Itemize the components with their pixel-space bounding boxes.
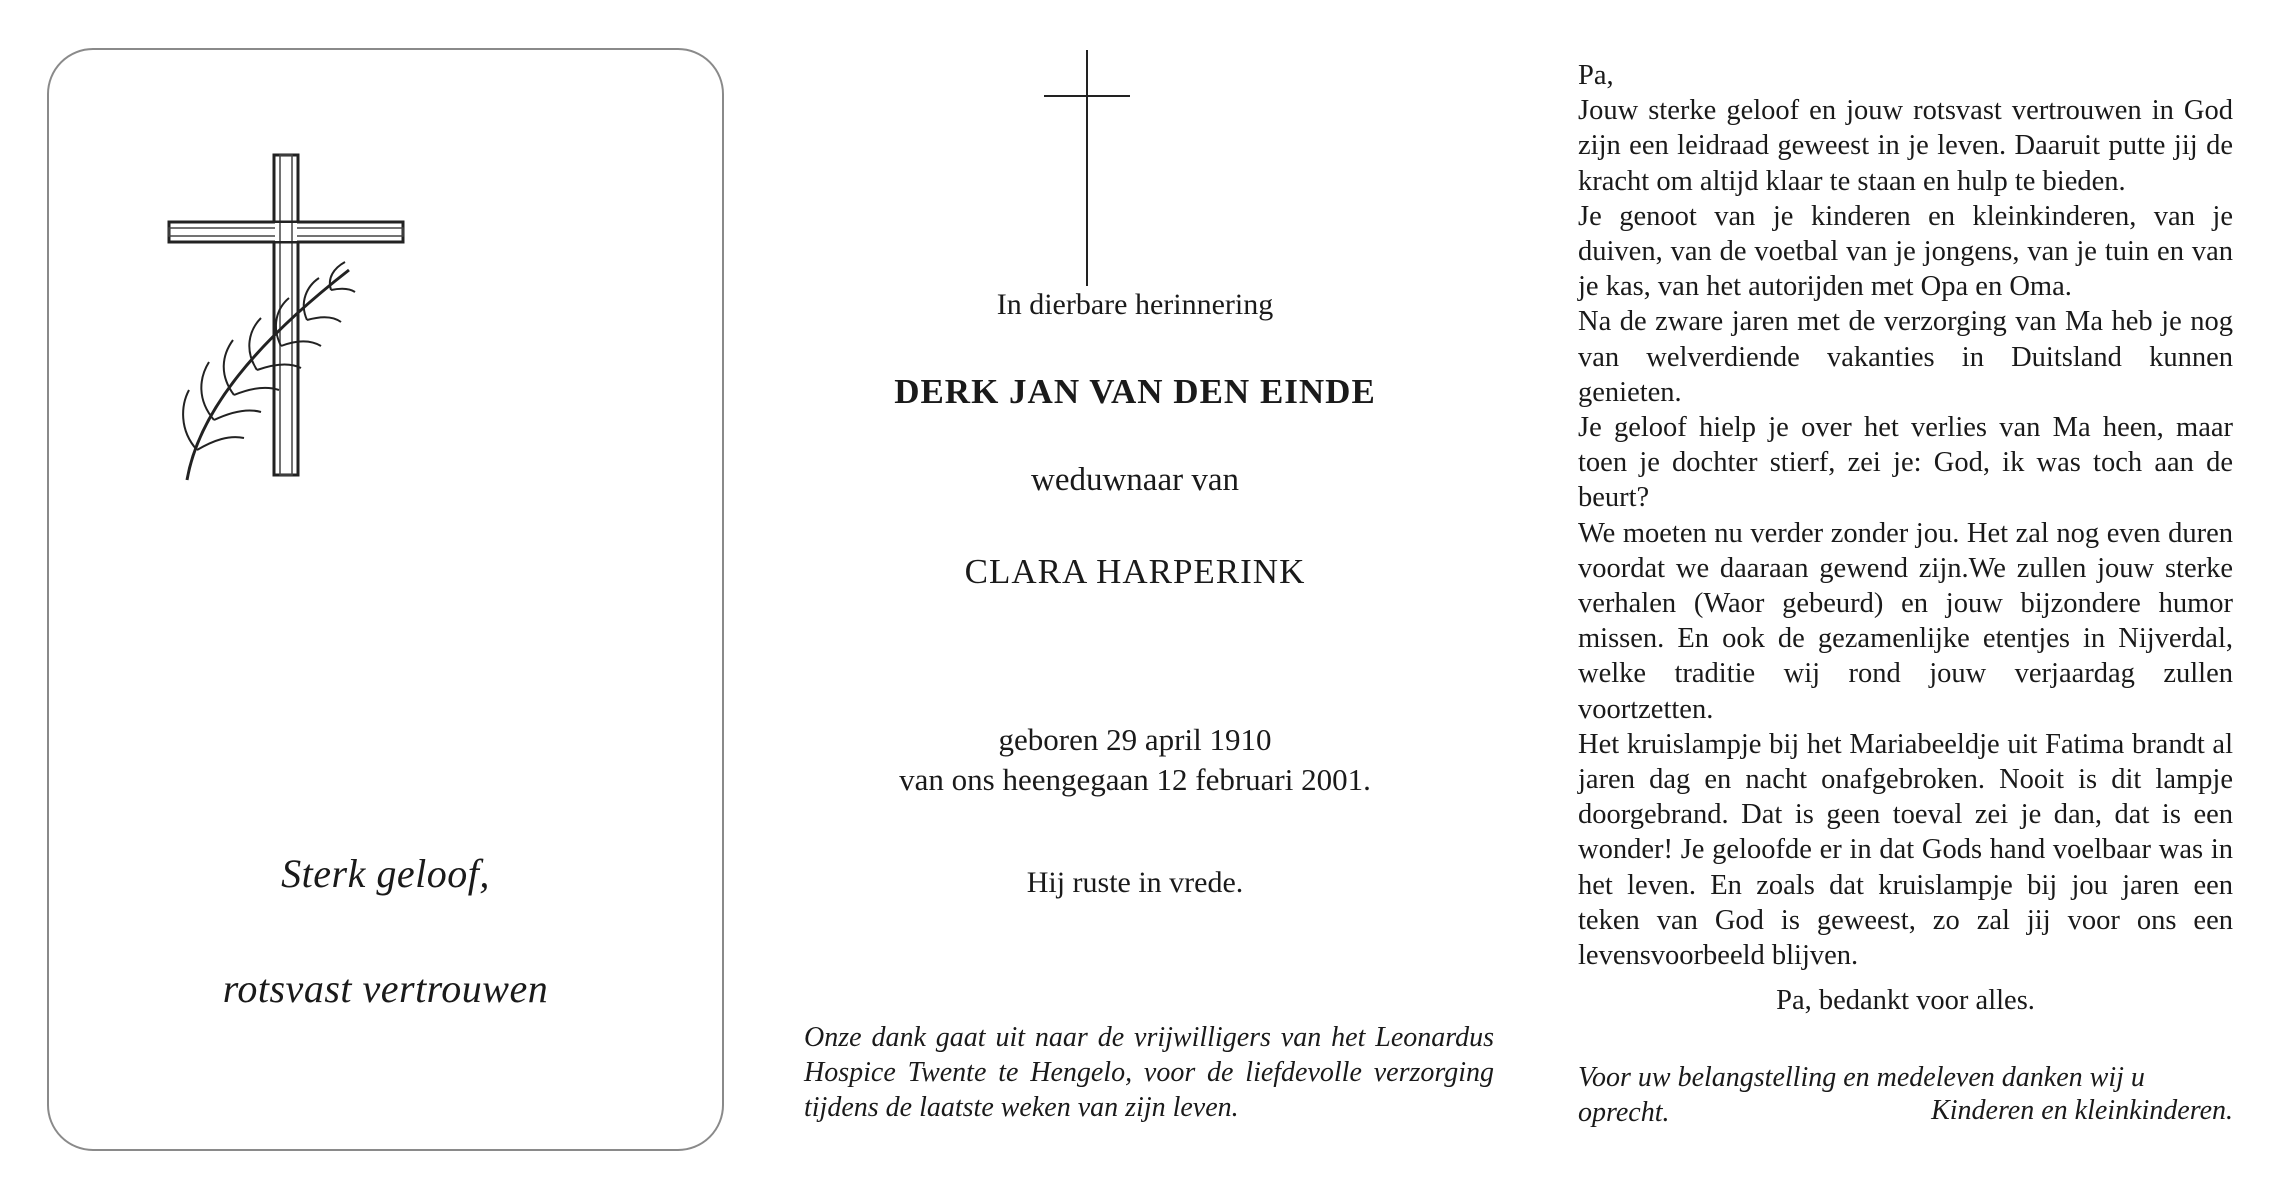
rest-in-peace: Hij ruste in vrede. (1026, 866, 1244, 899)
letter-paragraph: Je genoot van je kinderen en kleinkinderen, van je duiven, van de voetbal van je jongens, van je tuin en van je kas, van het autorijden met Opa en Oma. (1578, 200, 2233, 303)
letter-paragraph: Het kruislampje bij het Mariabeeldje uit Fatima brandt al jaren dag en nacht onafgebroken. Nooit is dit lampje doorgebrand. Dat is geen toeval zei je dan, dat is een wonder! Je geloofde er in dat Gods hand voelbaar was in het leven. En zoals dat kruislampje bij jou jaren een teken van God is geweest, zo zal jij voor ons een levensvoorbeeld blijven. (1578, 728, 2233, 972)
cross-icon (1042, 48, 1132, 288)
letter-text (1578, 58, 2233, 973)
letter-paragraph: Je geloof hielp je over het verlies van Ma heen, maar toen je dochter stierf, zei je: God, ik was toch aan de beurt? (1578, 412, 2233, 514)
front-panel (0, 0, 744, 1200)
front-motto-line-1: Sterk geloof, (281, 851, 490, 896)
letter-closing: Pa, bedankt voor alles. (1776, 985, 2035, 1016)
letter-paragraph: Jouw sterke geloof en jouw rotsvast vertrouwen in God zijn een leidraad geweest in je leven. Daaruit putte jij de kracht om altijd klaar te staan en hulp te bieden. (1578, 95, 2233, 197)
signature: Kinderen en kleinkinderen. (1931, 1095, 2233, 1126)
death-date: van ons heengegaan 12 februari 2001. (899, 762, 1371, 797)
cross-with-palm-icon (159, 150, 429, 550)
letter-paragraph: We moeten nu verder zonder jou. Het zal nog even duren voordat we daaraan gewend zijn.We zullen jouw sterke verhalen (Waor gebeurd) en jouw bijzondere humor missen. En ook de gezamenlijke etentjes in Nijverdal, welke traditie wij rond jouw verjaardag zullen voortzetten. (1578, 517, 2233, 725)
inside-panel (744, 0, 1526, 1200)
birth-date: geboren 29 april 1910 (998, 722, 1272, 757)
front-motto-line-2: rotsvast vertrouwen (222, 966, 549, 1011)
letter-panel (1526, 0, 2285, 1200)
hospice-thanks: Onze dank gaat uit naar de vrijwilligers van het Leonardus Hospice Twente te Hengelo, voor de liefdevolle verzorging tijdens de laatste weken van zijn leven. (804, 1022, 1494, 1123)
memorial-heading: In dierbare herinnering (996, 288, 1274, 321)
front-card (47, 48, 724, 1151)
letter-paragraph: Na de zware jaren met de verzorging van Ma heb je nog van welverdiende vakanties in Duitsland kunnen genieten. (1578, 306, 2233, 408)
spouse-name: CLARA HARPERINK (964, 552, 1306, 591)
deceased-name: DERK JAN VAN DEN EINDE (894, 372, 1376, 411)
relation-text: weduwnaar van (1031, 462, 1239, 498)
letter-salutation: Pa, (1578, 60, 1614, 91)
life-dates (744, 720, 1526, 800)
gratitude-line: Voor uw belangstelling en medeleven danken wij u oprecht. (1578, 1062, 2145, 1128)
